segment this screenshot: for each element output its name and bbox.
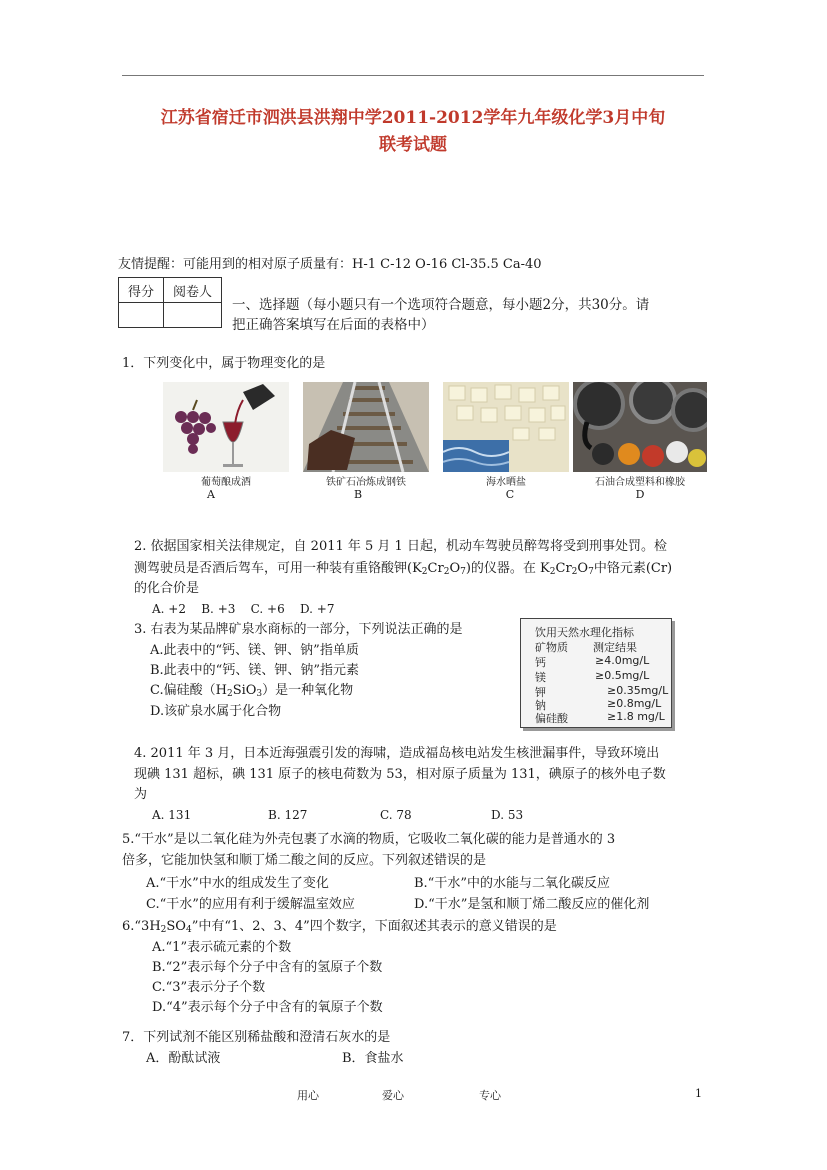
- grader-cell: [164, 303, 222, 328]
- mineral-water-label: [520, 618, 672, 728]
- label-row-name: 镁: [535, 671, 546, 684]
- label-col1: 矿物质: [535, 641, 568, 654]
- q3-option-c: C.偏硅酸$(H_2SiO_3)$是一种氧化物: [150, 683, 354, 699]
- q4-option-d: D. 53: [491, 808, 524, 822]
- q4-option-c: C. 78: [380, 808, 412, 822]
- section1-instructions-line2: 把正确答案填写在后面的表格中）: [232, 317, 435, 333]
- label-title: 饮用天然水理化指标: [535, 626, 634, 639]
- label-row-value: ≥0.35mg/L: [607, 684, 669, 697]
- caption-d: 石油合成塑料和橡胶: [595, 477, 685, 488]
- caption-b: 铁矿石冶炼成钢铁: [326, 477, 406, 488]
- caption-c: 海水晒盐: [486, 477, 526, 488]
- q3-option-a: A.此表中的“钙、镁、钾、钠”指单质: [150, 643, 359, 658]
- page-number: 1: [695, 1087, 702, 1100]
- page-title-line1: 江苏省宿迁市泗洪县洪翔中学2011-2012学年九年级化学3月中旬: [160, 108, 666, 128]
- q2-options: A. +2 B. +3 C. +6 D. +7: [152, 602, 335, 616]
- picture-plastics-rubber: [573, 382, 707, 472]
- q6-option-d: D.“4”表示每个分子中含有的氧原子个数: [152, 1000, 383, 1015]
- q5-option-a: A.“干水”中水的组成发生了变化: [146, 876, 329, 891]
- footer-word-2: 爱心: [382, 1089, 404, 1102]
- score-header: 得分: [119, 278, 164, 303]
- q2-line3: 的化合价是: [134, 581, 200, 596]
- letter-c: C: [505, 488, 515, 501]
- q6-stem: $6.“3H_2SO_4$”中有“1、2、3、4”四个数字，下面叙述其表示的意义错误的是: [122, 919, 557, 935]
- label-row-value: ≥4.0mg/L: [595, 654, 650, 667]
- q1-stem: 1．下列变化中，属于物理变化的是: [122, 356, 326, 371]
- q6-option-a: A.“1”表示硫元素的个数: [152, 940, 292, 955]
- label-row-name: 钙: [535, 656, 546, 669]
- score-cell: [119, 303, 164, 328]
- q3-stem: 3. 右表为某品牌矿泉水商标的一部分，下列说法正确的是: [134, 622, 463, 637]
- atomic-mass-reminder: 友情提醒：可能用到的相对原子质量有：H-1 C-12 O-16 Cl-35.5 Ca-40: [118, 257, 542, 272]
- letter-a: A: [207, 488, 215, 501]
- letter-b: B: [353, 488, 363, 501]
- header-rule: [122, 75, 704, 76]
- q7-option-a: A．酚酞试液: [146, 1051, 221, 1066]
- label-row-value: ≥0.8mg/L: [607, 697, 662, 710]
- q7-option-b: B．食盐水: [342, 1051, 404, 1066]
- label-col2: 测定结果: [593, 641, 637, 654]
- q4-line1: 4. 2011 年 3 月，日本近海强震引发的海啸，造成福岛核电站发生核泄漏事件，导致环境出: [134, 746, 660, 761]
- q2-line2: 测驾驶员是否酒后驾车，可用一种装有重铬酸钾$(K_2Cr_2O_7)$的仪器。在 $K_2Cr_2O_7$中铬元素(Cr): [134, 561, 673, 577]
- q2-line1: 2. 依据国家相关法律规定，自 2011 年 5 月 1 日起，机动车驾驶员醉驾将受到刑事处罚。检: [134, 539, 667, 554]
- q4-option-a: A. 131: [152, 808, 192, 822]
- q3-option-d: D.该矿泉水属于化合物: [150, 704, 282, 719]
- picture-sea-salt: [443, 382, 569, 472]
- label-row-name: 钾: [535, 686, 546, 699]
- q5-option-c: C.“干水”的应用有利于缓解温室效应: [146, 897, 355, 912]
- q5-option-d: D.“干水”是氢和顺丁烯二酸反应的催化剂: [414, 897, 650, 912]
- q5-line1: 5.“干水”是以二氧化硅为外壳包裹了水滴的物质，它吸收二氧化碳的能力是普通水的 3: [122, 832, 616, 847]
- q4-option-b: B. 127: [268, 808, 308, 822]
- q5-option-b: B.“干水”中的水能与二氧化碳反应: [414, 876, 610, 891]
- q5-line2: 倍多，它能加快氢和顺丁烯二酸之间的反应。下列叙述错误的是: [122, 853, 487, 868]
- footer-word-1: 用心: [297, 1089, 319, 1102]
- page-title-line2: 联考试题: [379, 135, 447, 155]
- label-row-value: ≥1.8 mg/L: [607, 710, 665, 723]
- q7-stem: 7．下列试剂不能区别稀盐酸和澄清石灰水的是: [122, 1030, 391, 1045]
- picture-iron-ore-rails: [303, 382, 429, 472]
- grader-header: 阅卷人: [164, 278, 222, 303]
- q4-line2: 现碘 131 超标，碘 131 原子的核电荷数为 53，相对原子质量为 131，碘原子的核外电子数: [134, 767, 666, 782]
- picture-grape-wine: [163, 382, 289, 472]
- section1-instructions-line1: 一、选择题（每小题只有一个选项符合题意，每小题2分，共30分。请: [232, 297, 650, 313]
- q6-option-c: C.“3”表示分子个数: [152, 980, 266, 995]
- label-row-name: 钠: [535, 699, 546, 712]
- letter-d: D: [635, 488, 645, 501]
- q6-option-b: B.“2”表示每个分子中含有的氢原子个数: [152, 960, 383, 975]
- caption-a: 葡萄酿成酒: [201, 477, 251, 488]
- label-row-value: ≥0.5mg/L: [595, 669, 650, 682]
- q3-option-b: B.此表中的“钙、镁、钾、钠”指元素: [150, 663, 359, 678]
- footer-word-3: 专心: [479, 1089, 501, 1102]
- q4-line3: 为: [134, 787, 148, 802]
- score-table: [118, 277, 222, 328]
- label-row-name: 偏硅酸: [535, 712, 568, 725]
